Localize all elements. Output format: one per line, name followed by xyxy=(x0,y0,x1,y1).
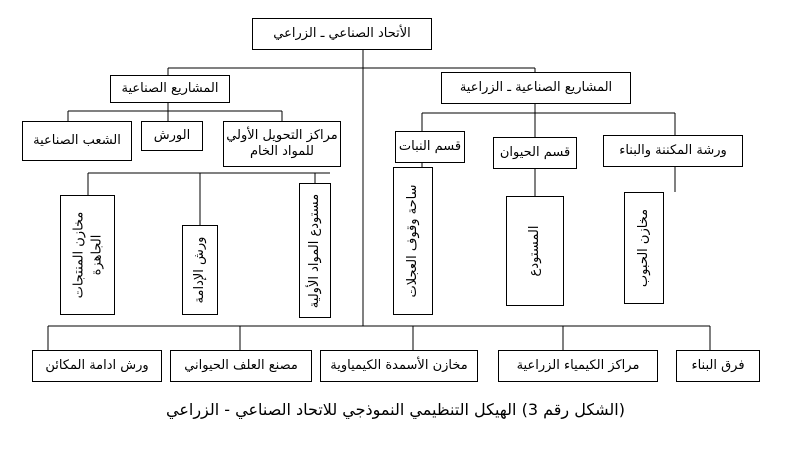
fertilizer-stores-box xyxy=(320,350,478,382)
conversion-centers-box xyxy=(223,121,341,167)
maintenance-workshops-box xyxy=(182,225,218,315)
feed-factory-label: مصنع العلف الحيواني xyxy=(184,357,298,373)
root-label: الأتحاد الصناعي ـ الزراعي xyxy=(273,25,411,41)
finished-products-stores-box xyxy=(60,195,115,315)
machine-maintenance-box xyxy=(32,350,162,382)
grain-stores-label: مخازن الحبوب xyxy=(636,208,652,288)
finished-products-stores-label: مخازن المنتجات الجاهزة xyxy=(70,211,104,299)
maintenance-workshops-label: ورش الإدامة xyxy=(192,236,208,304)
vehicle-yard-box xyxy=(393,167,433,315)
conversion-centers-label: مراكز التحويل الأولي للمواد الخام xyxy=(226,127,338,159)
agro-industrial-projects-box xyxy=(441,72,631,104)
raw-materials-warehouse-label: مستودع المواد الأولية xyxy=(307,193,323,308)
plant-section-box xyxy=(395,131,465,163)
workshops-box xyxy=(141,121,203,151)
raw-materials-warehouse-box xyxy=(299,183,331,318)
root-union-box xyxy=(252,18,432,50)
animal-section-label: قسم الحيوان xyxy=(499,144,571,160)
mechanization-workshop-label: ورشة المكننة والبناء xyxy=(619,142,727,158)
construction-teams-label: فرق البناء xyxy=(691,357,745,373)
figure-caption: (الشكل رقم 3) الهيكل التنظيمي النموذجي للاتحاد الصناعي - الزراعي xyxy=(166,400,625,419)
industrial-projects-label: المشاريع الصناعية xyxy=(121,80,219,96)
agrochemical-centers-label: مراكز الكيمياء الزراعية xyxy=(516,357,640,373)
agrochemical-centers-box xyxy=(498,350,658,382)
agro-industrial-projects-label: المشاريع الصناعية ـ الزراعية xyxy=(459,79,613,95)
plant-section-label: قسم النبات xyxy=(398,138,462,154)
animal-section-box xyxy=(493,137,577,169)
feed-factory-box xyxy=(170,350,312,382)
workshops-label: الورش xyxy=(153,127,191,143)
fertilizer-stores-label: مخازن الأسمدة الكيمياوية xyxy=(330,357,468,373)
industrial-divisions-label: الشعب الصناعية xyxy=(33,132,121,148)
industrial-divisions-box xyxy=(22,121,132,161)
depot-label: المستودع xyxy=(527,225,543,277)
depot-box xyxy=(506,196,564,306)
grain-stores-box xyxy=(624,192,664,304)
industrial-projects-box xyxy=(110,75,230,103)
machine-maintenance-label: ورش ادامة المكائن xyxy=(45,357,149,373)
mechanization-workshop-box xyxy=(603,135,743,167)
vehicle-yard-label: ساحة وقوف العجلات xyxy=(405,184,421,298)
construction-teams-box xyxy=(676,350,760,382)
